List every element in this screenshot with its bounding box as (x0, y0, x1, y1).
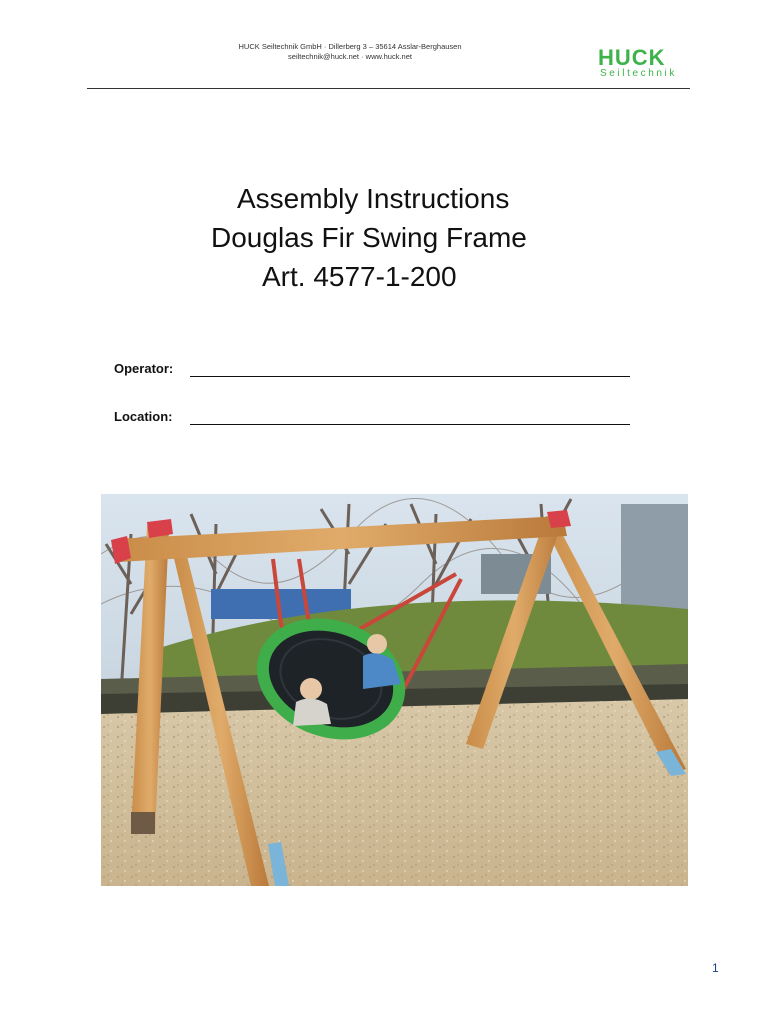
location-label: Location: (114, 409, 173, 424)
huck-logo (598, 45, 690, 80)
location-field[interactable] (190, 424, 630, 425)
title-line-2: Douglas Fir Swing Frame (211, 222, 527, 253)
swing-frame-illustration (101, 494, 688, 886)
title-line-3: Art. 4577-1-200 (262, 261, 457, 292)
operator-label: Operator: (114, 361, 174, 376)
swing-frame-photo (101, 494, 688, 886)
logo-wordmark: HUCK (598, 45, 666, 70)
company-address (190, 42, 510, 62)
operator-field[interactable] (190, 376, 630, 377)
title-line-1: Assembly Instructions (237, 183, 510, 214)
address-line-2: seiltechnik@huck.net · www.huck.net (288, 52, 412, 61)
page-number: 1 (712, 961, 719, 975)
logo-subtitle: Seiltechnik (600, 68, 677, 79)
address-line-1: HUCK Seiltechnik GmbH · Dillerberg 3 – 35614 Asslar-Berghausen (238, 42, 462, 51)
header-divider (87, 88, 690, 89)
